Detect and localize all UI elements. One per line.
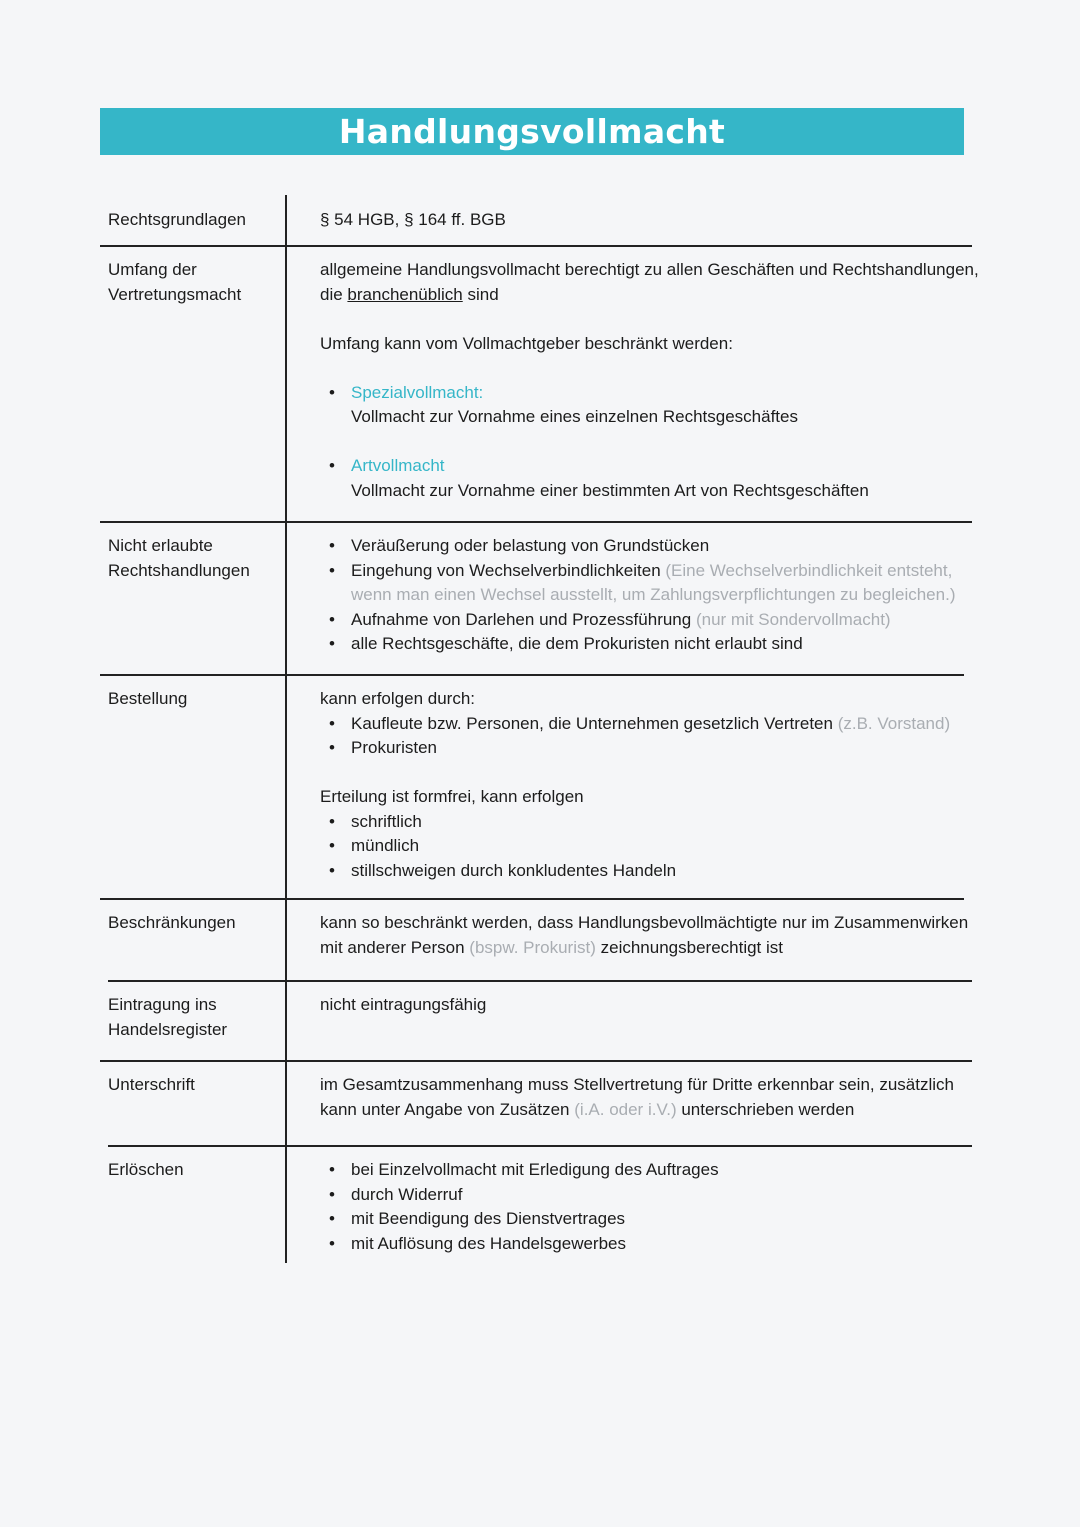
row-label: Erlöschen [108,1160,184,1179]
spacer [320,307,980,332]
paragraph [320,785,980,810]
text-segment: alle Rechtsgeschäfte, die dem Prokuristen nicht erlaubt sind [351,634,803,653]
row-label: Umfang der Vertretungsmacht [108,260,242,304]
text-segment: mit Auflösung des Handelsgewerbes [351,1233,626,1253]
row-divider [100,521,972,523]
row-divider [108,980,972,982]
list-item [320,810,980,835]
list-item [320,859,980,884]
text-segment: zeichnungsberechtigt ist [595,937,783,957]
spacer [320,761,980,786]
bullet-list [320,381,980,430]
list-item [320,834,980,859]
row-divider [100,245,972,247]
paragraph [320,1073,980,1122]
list-item [320,1183,980,1208]
note-text: (Eine Wechselverbindlichkeit entsteht, wenn man einen Wechsel ausstellt, um Zahlungsverpflichtungen zu begleichen.) [351,560,956,604]
paragraph [320,911,980,960]
text-segment: nicht eintragungsfähig [320,995,487,1014]
row-content [320,208,980,233]
row-label: Eintragung ins Handelsregister [108,995,228,1039]
list-item [320,1232,980,1257]
list-item [320,608,980,633]
list-item [320,1158,980,1183]
text-segment: Vollmacht zur Vornahme einer bestimmten Art von Rechtsgeschäften [351,480,869,500]
row-content [320,993,980,1018]
note-text: (nur mit Sondervollmacht) [695,609,891,629]
row-divider [108,1145,972,1147]
list-item [320,632,980,657]
text-segment: Aufnahme von Darlehen und Prozessführung [351,609,696,629]
row-label: Unterschrift [108,1075,195,1094]
text-segment: Veräußerung oder belastung von Grundstücken [351,536,710,555]
note-text: (bspw. Prokurist) [469,937,596,957]
bullet-list [320,810,980,884]
paragraph [320,687,980,712]
bullet-list [320,454,980,503]
row-label: Rechtsgrundlagen [108,210,246,229]
underlined-text: branchenüblich [347,284,463,304]
row-label: Nicht erlaubte Rechtshandlungen [108,536,250,580]
text-segment: mit Beendigung des Dienstvertrages [351,1209,626,1228]
text-segment: sind [462,284,499,304]
text-segment: kann so beschränkt werden, dass Handlungsbevollmächtigte nur im Zusammenwirken mit anderer Person [320,913,969,957]
text-segment: stillschweigen durch konkludentes Handeln [351,860,677,880]
text-segment: bei Einzelvollmacht mit Erledigung des Auftrages [351,1160,719,1179]
text-segment: im Gesamtzusammenhang muss Stellvertretung für Dritte erkennbar sein, zusätzlich kann unter Angabe von Zusätzen [320,1075,954,1119]
row-content [320,534,980,657]
list-item [320,454,980,503]
row-content [320,258,980,503]
text-segment: unterschrieben werden [676,1099,855,1119]
bullet-list [320,712,980,761]
list-item [320,1207,980,1232]
list-item [320,534,980,559]
list-item [320,381,980,430]
paragraph [320,208,980,233]
text-segment: Prokuristen [351,738,437,757]
row-content [320,1073,980,1122]
text-segment: Eingehung von Wechselverbindlichkeiten [351,560,666,580]
text-segment: durch Widerruf [351,1184,463,1204]
row-content [320,911,980,960]
text-segment: schriftlich [351,811,422,831]
list-item [320,559,980,608]
row-content [320,687,980,883]
term-highlight: Artvollmacht [351,456,445,475]
text-segment: allgemeine Handlungsvollmacht berechtigt zu allen Geschäften und Rechtshandlungen, die [320,260,979,304]
column-divider [285,195,287,1263]
text-segment: § 54 HGB, § 164 ff. BGB [320,210,506,229]
row-label: Beschränkungen [108,913,236,932]
paragraph [320,258,980,307]
row-divider [100,1060,972,1062]
row-content [320,1158,980,1256]
paragraph [320,993,980,1018]
page-title: Handlungsvollmacht [100,108,964,155]
row-label: Bestellung [108,689,188,708]
term-highlight: Spezialvollmacht: [351,382,484,402]
paragraph [320,332,980,357]
list-item [320,712,980,737]
row-divider [100,898,964,900]
text-segment: mündlich [351,836,420,855]
row-divider [100,674,964,676]
text-segment: Vollmacht zur Vornahme eines einzelnen Rechtsgeschäftes [351,407,798,426]
note-text: (i.A. oder i.V.) [574,1099,677,1119]
text-segment: Kaufleute bzw. Personen, die Unternehmen gesetzlich Vertreten [351,713,838,733]
bullet-list [320,1158,980,1256]
spacer [320,430,980,455]
text-segment: Umfang kann vom Vollmachtgeber beschränkt werden: [320,333,733,353]
text-segment: Erteilung ist formfrei, kann erfolgen [320,787,584,806]
list-item [320,736,980,761]
note-text: (z.B. Vorstand) [837,713,951,733]
spacer [320,356,980,381]
bullet-list [320,534,980,657]
text-segment: kann erfolgen durch: [320,689,475,708]
